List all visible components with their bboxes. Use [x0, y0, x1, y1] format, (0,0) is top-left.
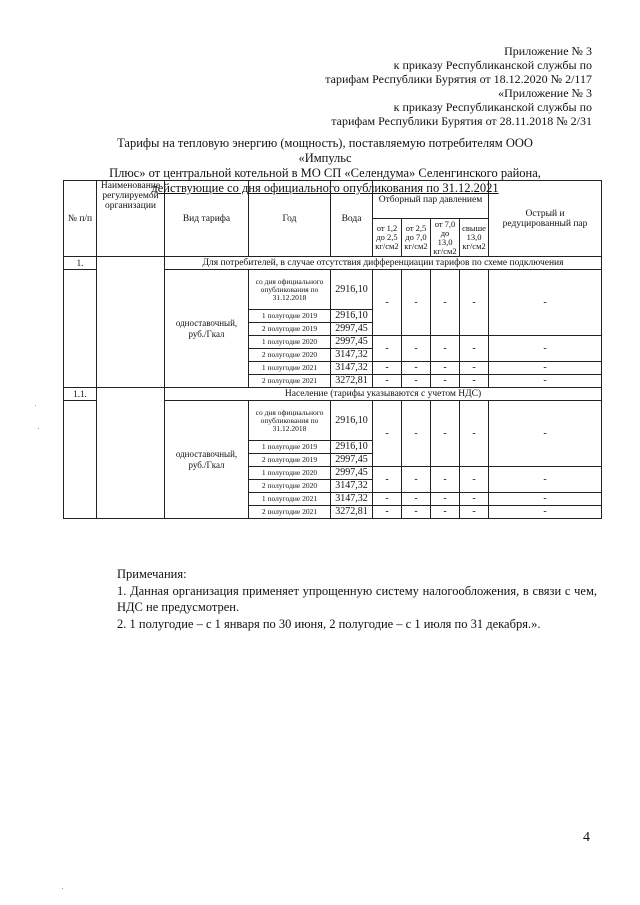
water-value: 2997,45: [331, 336, 373, 349]
table-row: [64, 388, 602, 401]
water-value: 3147,32: [331, 362, 373, 375]
steam-3-value: -: [431, 375, 460, 388]
year-cell: 1 полугодие 2021: [249, 493, 331, 506]
sharp-steam-value: -: [489, 467, 602, 493]
water-value: 2916,10: [331, 310, 373, 323]
header-line: тарифам Республики Бурятия от 18.12.2020 № 2/117: [325, 72, 592, 86]
water-value: 3272,81: [331, 375, 373, 388]
sharp-steam-value: -: [489, 493, 602, 506]
water-value: 2997,45: [331, 323, 373, 336]
section-title: Для потребителей, в случае отсутствия дифференциации тарифов по схеме подключения: [165, 257, 602, 270]
note-item: 1. Данная организация применяет упрощенную систему налогообложения, в связи с чем, НДС не предусмотрен.: [117, 584, 597, 614]
table-row: [64, 257, 602, 270]
water-value: 3272,81: [331, 506, 373, 519]
water-value: 2997,45: [331, 454, 373, 467]
steam-2-value: -: [402, 375, 431, 388]
sharp-steam-value: -: [489, 336, 602, 362]
steam-2-value: -: [402, 362, 431, 375]
steam-2-value: -: [402, 467, 431, 493]
notes-heading: Примечания:: [117, 567, 187, 581]
page-number: 4: [583, 830, 590, 845]
section-number: 1.1.: [64, 388, 97, 401]
year-cell: 2 полугодие 2020: [249, 349, 331, 362]
year-cell: 1 полугодие 2020: [249, 467, 331, 480]
steam-4-value: -: [460, 375, 489, 388]
steam-3-value: -: [431, 493, 460, 506]
tariff-type-cell: одноставочный, руб./Гкал: [165, 270, 249, 388]
scan-speck: [38, 428, 39, 429]
steam-1-value: -: [373, 375, 402, 388]
steam-1-value: -: [373, 270, 402, 336]
steam-2-value: -: [402, 506, 431, 519]
num-cell: [64, 270, 97, 388]
col-header-num: № п/п: [64, 181, 97, 257]
section-title: Население (тарифы указываются с учетом НДС): [165, 388, 602, 401]
col-header-steam-2: от 2,5 до 7,0 кг/см2: [402, 219, 431, 257]
steam-4-value: -: [460, 362, 489, 375]
header-line: Приложение № 3: [504, 44, 592, 58]
year-cell: со дня официального опубликования по 31.12.2018: [249, 270, 331, 310]
water-value: 3147,32: [331, 349, 373, 362]
header-line: к приказу Республиканской службы по: [393, 58, 592, 72]
year-cell: 2 полугодие 2019: [249, 323, 331, 336]
steam-1-value: -: [373, 467, 402, 493]
sharp-steam-value: -: [489, 362, 602, 375]
steam-2-value: -: [402, 401, 431, 467]
water-value: 3147,32: [331, 480, 373, 493]
col-header-sharp-steam: Острый и редуцированный пар: [489, 181, 602, 257]
steam-4-value: -: [460, 336, 489, 362]
steam-1-value: -: [373, 506, 402, 519]
col-header-steam-4: свыше 13,0 кг/см2: [460, 219, 489, 257]
sharp-steam-value: -: [489, 401, 602, 467]
title-line: Тарифы на тепловую энергию (мощность), поставляемую потребителям ООО «Импульс: [117, 136, 533, 165]
header-line: «Приложение № 3: [498, 86, 592, 100]
steam-1-value: -: [373, 401, 402, 467]
steam-3-value: -: [431, 336, 460, 362]
steam-2-value: -: [402, 493, 431, 506]
header-line: к приказу Республиканской службы по: [393, 100, 592, 114]
col-header-tariff-type: Вид тарифа: [165, 181, 249, 257]
steam-3-value: -: [431, 401, 460, 467]
water-value: 2916,10: [331, 270, 373, 310]
tariff-type-cell: одноставочный, руб./Гкал: [165, 401, 249, 519]
year-cell: 2 полугодие 2019: [249, 454, 331, 467]
appendix-header: [325, 44, 592, 128]
col-header-org: Наименование регулируемой организации: [97, 181, 165, 257]
water-value: 2997,45: [331, 467, 373, 480]
steam-4-value: -: [460, 401, 489, 467]
steam-3-value: -: [431, 270, 460, 336]
steam-1-value: -: [373, 336, 402, 362]
steam-4-value: -: [460, 493, 489, 506]
tariff-table: [63, 180, 602, 519]
steam-3-value: -: [431, 506, 460, 519]
steam-1-value: -: [373, 493, 402, 506]
col-header-steam-3: от 7,0 до 13,0 кг/см2: [431, 219, 460, 257]
steam-2-value: -: [402, 270, 431, 336]
year-cell: 2 полугодие 2021: [249, 375, 331, 388]
title-line: действующие со дня официального опубликования по 31.12.2021: [151, 181, 499, 195]
steam-2-value: -: [402, 336, 431, 362]
sharp-steam-value: -: [489, 375, 602, 388]
water-value: 2916,10: [331, 401, 373, 441]
section-number: 1.: [64, 257, 97, 270]
steam-4-value: -: [460, 467, 489, 493]
steam-4-value: -: [460, 270, 489, 336]
notes-block: [117, 566, 597, 633]
scan-speck: [62, 888, 63, 889]
year-cell: со дня официального опубликования по 31.12.2018: [249, 401, 331, 441]
org-cell: [97, 388, 165, 519]
header-line: тарифам Республики Бурятия от 28.11.2018 № 2/31: [331, 114, 592, 128]
steam-3-value: -: [431, 467, 460, 493]
col-header-steam-1: от 1,2 до 2,5 кг/см2: [373, 219, 402, 257]
title-line: Плюс» от центральной котельной в МО СП «Селендума» Селенгинского района,: [109, 166, 541, 180]
sharp-steam-value: -: [489, 270, 602, 336]
org-cell: [97, 257, 165, 388]
col-header-year: Год: [249, 181, 331, 257]
water-value: 2916,10: [331, 441, 373, 454]
sharp-steam-value: -: [489, 506, 602, 519]
note-item: 2. 1 полугодие – с 1 января по 30 июня, 2 полугодие – с 1 июля по 31 декабря.».: [117, 617, 541, 631]
steam-3-value: -: [431, 362, 460, 375]
year-cell: 1 полугодие 2019: [249, 310, 331, 323]
steam-1-value: -: [373, 362, 402, 375]
steam-4-value: -: [460, 506, 489, 519]
year-cell: 1 полугодие 2019: [249, 441, 331, 454]
water-value: 3147,32: [331, 493, 373, 506]
year-cell: 2 полугодие 2021: [249, 506, 331, 519]
year-cell: 1 полугодие 2020: [249, 336, 331, 349]
num-cell: [64, 401, 97, 519]
year-cell: 2 полугодие 2020: [249, 480, 331, 493]
scan-speck: [35, 405, 36, 406]
col-header-water: Вода: [331, 181, 373, 257]
col-header-steam-group: Отборный пар давлением: [373, 181, 489, 219]
year-cell: 1 полугодие 2021: [249, 362, 331, 375]
